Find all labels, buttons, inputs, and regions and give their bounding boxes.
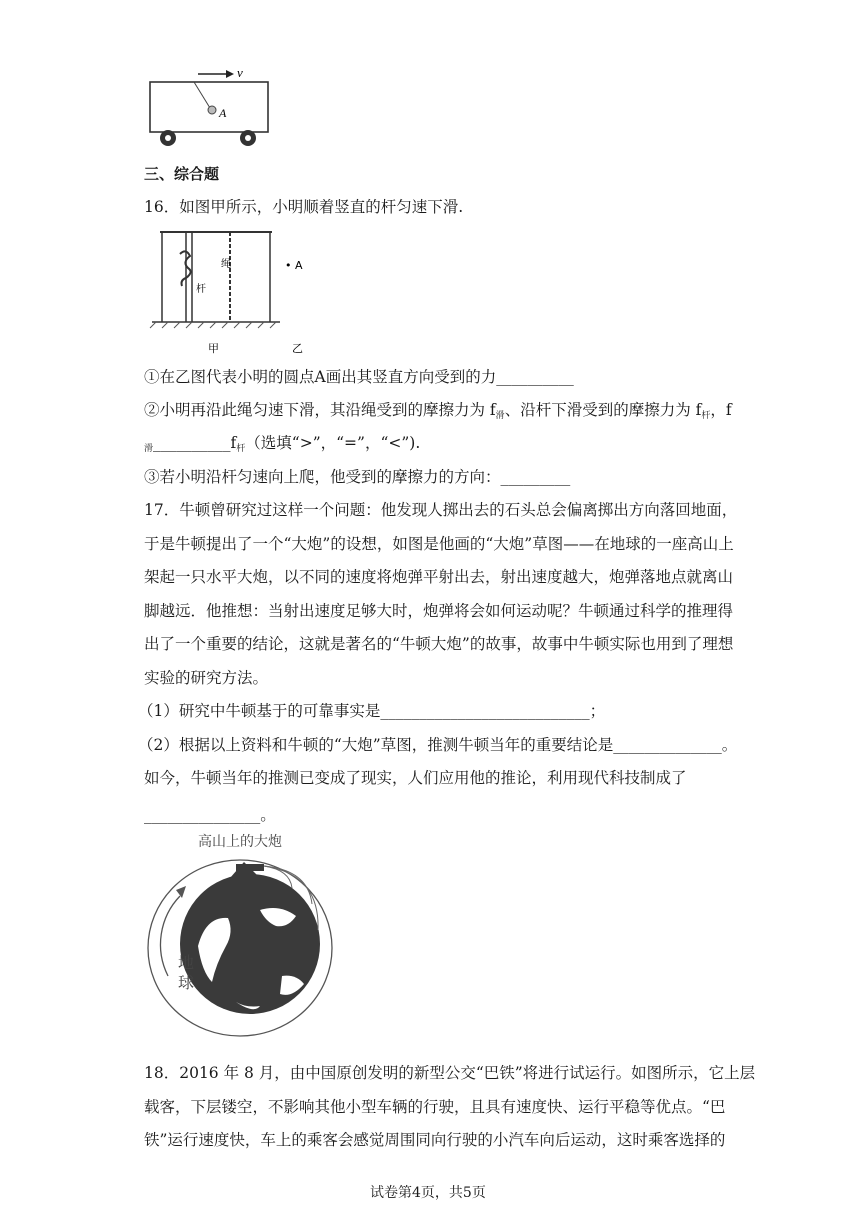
q18-line-3: 铁”运行速度快，车上的乘客会感觉周围同向行驶的小汽车向后运动，这时乘客选择的 <box>144 1131 726 1149</box>
velocity-label: v <box>237 65 243 80</box>
q17-sub2-cont: 如今，牛顿当年的推测已变成了现实，人们应用他的推论，利用现代科技制成了 <box>144 769 687 787</box>
q17-line-2: 于是牛顿提出了一个“大炮”的设想，如图是他画的“大炮”草图——在地球的一座高山上 <box>144 535 734 553</box>
point-a-label: A <box>219 106 227 120</box>
q17-line-6: 实验的研究方法。 <box>144 669 269 687</box>
rod-label: 杆 <box>196 284 206 295</box>
q16-stem: 16．如图甲所示，小明顺着竖直的杆匀速下滑. <box>144 198 464 216</box>
q16-part2: ②小明再沿此绳匀速下滑，其沿绳受到的摩擦力为 $f_滑$、沿杆下滑受到的摩擦力为 $f_杆$，f <box>144 401 732 421</box>
q18-line-2: 载客，下层镂空，不影响其他小型车辆的行驶，且具有速度快、运行平稳等优点。“巴 <box>144 1098 726 1116</box>
earth-label-qiu: 球 <box>178 973 195 992</box>
caption-yi: 乙 <box>292 342 303 355</box>
q17-sub2-blank: _______________。 <box>144 806 276 824</box>
q17-line-5: 出了一个重要的结论，这就是著名的“牛顿大炮”的故事，故事中牛顿实际也用到了理想 <box>144 635 734 653</box>
q17-sub2: （2）根据以上资料和牛顿的“大炮”草图，推测牛顿当年的重要结论是______________。 <box>138 736 738 754</box>
section-title: 三、综合题 <box>144 165 220 183</box>
q17-line-1: 17．牛顿曾研究过这样一个问题：他发现人掷出去的石头总会偏离掷出方向落回地面， <box>144 501 738 519</box>
q17-sub1: （1）研究中牛顿基于的可靠事实是___________________________； <box>138 702 606 720</box>
q18-line-1: 18．2016 年 8 月，由中国原创发明的新型公交“巴铁”将进行试运行。如图所示，它上层 <box>144 1064 756 1082</box>
newton-cannon-figure <box>140 826 340 1044</box>
cart-figure <box>140 60 280 150</box>
caption-jia: 甲 <box>208 342 219 355</box>
earth-label-di: 地 <box>178 953 195 972</box>
q16-part2-cont: $_滑\_\_\_\_\_\_\_\_\_\_f_杆$（选填“>”，“=”，“<”). <box>144 434 421 454</box>
q16-figure <box>144 222 324 360</box>
page-footer: 试卷第4页，共5页 <box>370 1185 486 1201</box>
cannon-figure-title: 高山上的大炮 <box>198 834 282 850</box>
q16-part3: ③若小明沿杆匀速向上爬，他受到的摩擦力的方向：_________ <box>144 468 571 486</box>
point-a-yi: • A <box>285 259 303 272</box>
rope-label: 绳 <box>221 259 231 270</box>
q17-line-4: 脚越远．他推想：当射出速度足够大时，炮弹将会如何运动呢？牛顿通过科学的推理得 <box>144 602 734 620</box>
q17-line-3: 架起一只水平大炮，以不同的速度将炮弹平射出去，射出速度越大，炮弹落地点就离山 <box>144 568 734 586</box>
q16-part1: ①在乙图代表小明的圆点A画出其竖直方向受到的力__________ <box>144 368 574 386</box>
